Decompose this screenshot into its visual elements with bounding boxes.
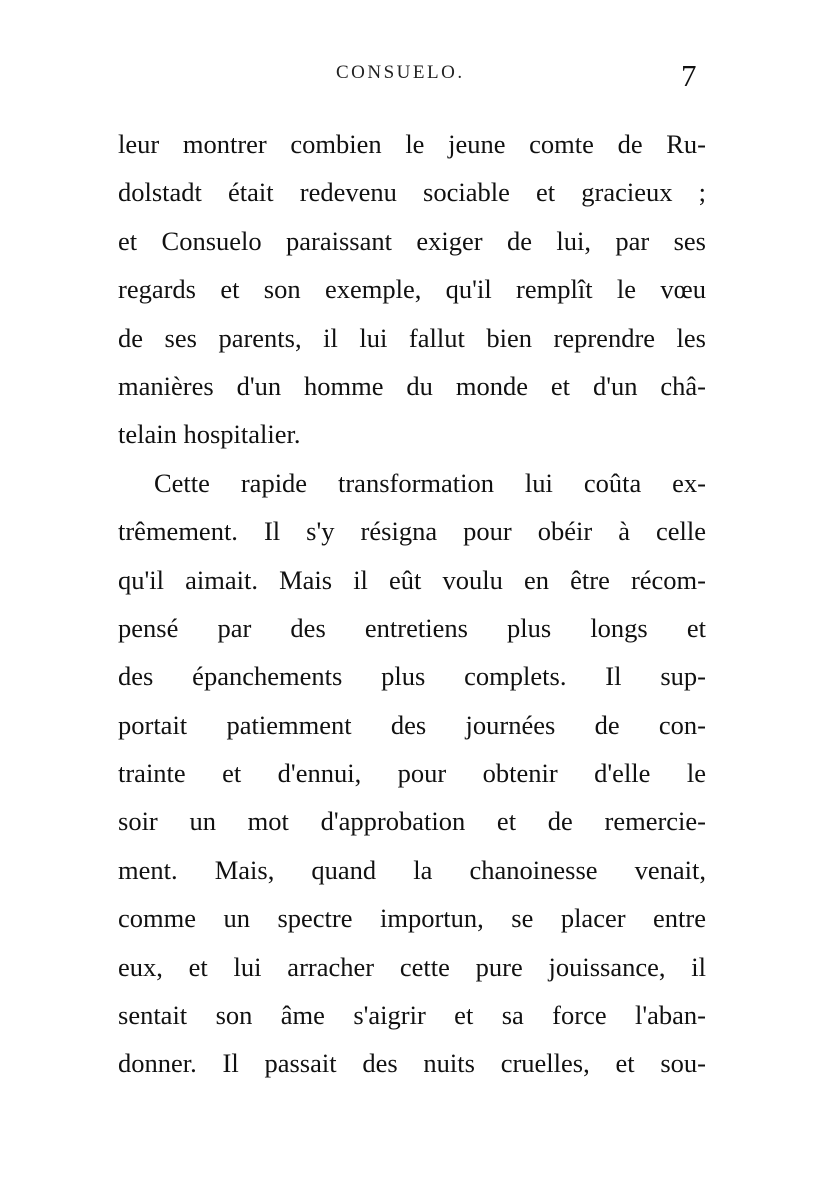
text-line: ment. Mais, quand la chanoinesse venait, — [118, 854, 706, 885]
text-line: soir un mot d'approbation et de remercie- — [118, 806, 706, 837]
text-line: regards et son exemple, qu'il remplît le vœu — [118, 274, 706, 305]
text-line: comme un spectre importun, se placer entre — [118, 903, 706, 934]
text-line: donner. Il passait des nuits cruelles, et sou- — [118, 1048, 706, 1079]
text-line: manières d'un homme du monde et d'un châ- — [118, 370, 706, 401]
text-line: sentait son âme s'aigrir et sa force l'aban- — [118, 1000, 706, 1031]
text-line: trêmement. Il s'y résigna pour obéir à celle — [118, 516, 706, 547]
running-head-title: CONSUELO. — [336, 62, 465, 83]
text-line: des épanchements plus complets. Il sup- — [118, 661, 706, 692]
text-line: eux, et lui arracher cette pure jouissance, il — [118, 951, 706, 982]
body-text — [118, 120, 706, 1088]
text-line: trainte et d'ennui, pour obtenir d'elle le — [118, 758, 706, 789]
text-line: qu'il aimait. Mais il eût voulu en être récom- — [118, 564, 706, 595]
text-line: et Consuelo paraissant exiger de lui, par ses — [118, 225, 706, 256]
text-line: pensé par des entretiens plus longs et — [118, 612, 706, 643]
text-line: dolstadt était redevenu sociable et gracieux ; — [118, 177, 706, 208]
text-line: leur montrer combien le jeune comte de Ru- — [118, 129, 706, 159]
text-line: portait patiemment des journées de con- — [118, 709, 706, 740]
text-line: telain hospitalier. — [118, 419, 301, 450]
page-number: 7 — [681, 58, 697, 93]
paragraph-start-line: Cette rapide transformation lui coûta ex- — [154, 467, 706, 498]
text-line: de ses parents, il lui fallut bien reprendre les — [118, 322, 706, 353]
